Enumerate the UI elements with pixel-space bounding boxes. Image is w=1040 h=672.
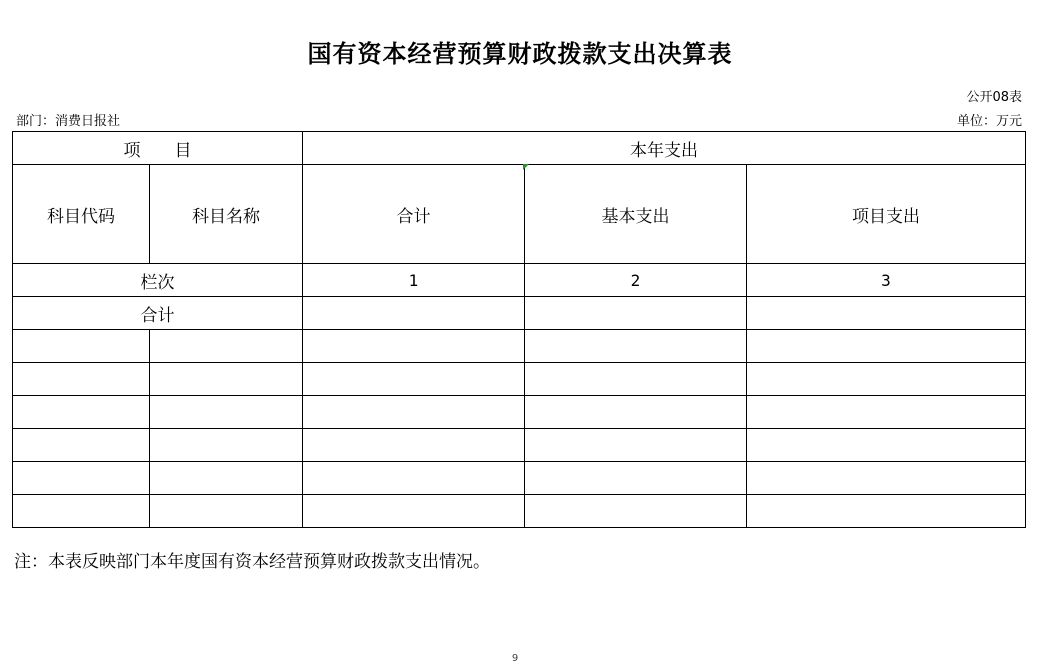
- col-total: 合计: [303, 165, 525, 264]
- empty-cell: [150, 495, 303, 528]
- empty-cell: [303, 429, 525, 462]
- empty-cell: [747, 363, 1026, 396]
- table-row: [13, 495, 1026, 528]
- header-row-top: [13, 132, 1026, 165]
- empty-cell: [13, 462, 150, 495]
- table-row: [13, 429, 1026, 462]
- row-total: [13, 297, 1026, 330]
- empty-cell: [525, 429, 747, 462]
- cell-comment-indicator: [523, 164, 529, 170]
- index-total: 1: [303, 264, 525, 297]
- total-basic-cell: [525, 297, 747, 330]
- empty-cell: [747, 495, 1026, 528]
- header-current-year: 本年支出: [303, 132, 1026, 165]
- empty-cell: [747, 330, 1026, 363]
- empty-cell: [747, 429, 1026, 462]
- index-basic: 2: [525, 264, 747, 297]
- footnote: 注：本表反映部门本年度国有资本经营预算财政拨款支出情况。: [14, 552, 490, 572]
- col-project-expenditure: 项目支出: [747, 165, 1026, 264]
- empty-cell: [525, 396, 747, 429]
- unit-label: 单位：万元: [956, 114, 1022, 129]
- table-row: [13, 363, 1026, 396]
- empty-cell: [150, 462, 303, 495]
- header-row-columns: [13, 165, 1026, 264]
- empty-cell: [303, 396, 525, 429]
- empty-cell: [747, 462, 1026, 495]
- row-total-label: 合计: [13, 297, 303, 330]
- table-row: [13, 462, 1026, 495]
- empty-cell: [303, 363, 525, 396]
- row-column-index: [13, 264, 1026, 297]
- empty-cell: [525, 495, 747, 528]
- header-item: 项 目: [13, 132, 303, 165]
- empty-cell: [13, 363, 150, 396]
- row-index-label: 栏次: [13, 264, 303, 297]
- department-label: 部门：消费日报社: [16, 114, 121, 129]
- empty-cell: [150, 363, 303, 396]
- empty-cell: [150, 429, 303, 462]
- empty-cell: [525, 363, 747, 396]
- col-subject-name: 科目名称: [150, 165, 303, 264]
- form-number: 公开08表: [966, 90, 1022, 105]
- page-number: 9: [511, 653, 519, 664]
- empty-cell: [747, 396, 1026, 429]
- empty-cell: [303, 462, 525, 495]
- index-project: 3: [747, 264, 1026, 297]
- empty-cell: [13, 330, 150, 363]
- empty-cell: [13, 429, 150, 462]
- empty-cell: [303, 495, 525, 528]
- col-subject-code: 科目代码: [13, 165, 150, 264]
- table-row: [13, 396, 1026, 429]
- empty-cell: [13, 495, 150, 528]
- expenditure-table: [12, 131, 1026, 528]
- empty-cell: [303, 330, 525, 363]
- total-value-cell: [303, 297, 525, 330]
- col-basic-expenditure: 基本支出: [525, 165, 747, 264]
- empty-cell: [13, 396, 150, 429]
- empty-cell: [525, 462, 747, 495]
- empty-cell: [150, 396, 303, 429]
- empty-cell: [150, 330, 303, 363]
- empty-cell: [525, 330, 747, 363]
- table-row: [13, 330, 1026, 363]
- table-title: 国有资本经营预算财政拨款支出决算表: [307, 39, 733, 68]
- total-project-cell: [747, 297, 1026, 330]
